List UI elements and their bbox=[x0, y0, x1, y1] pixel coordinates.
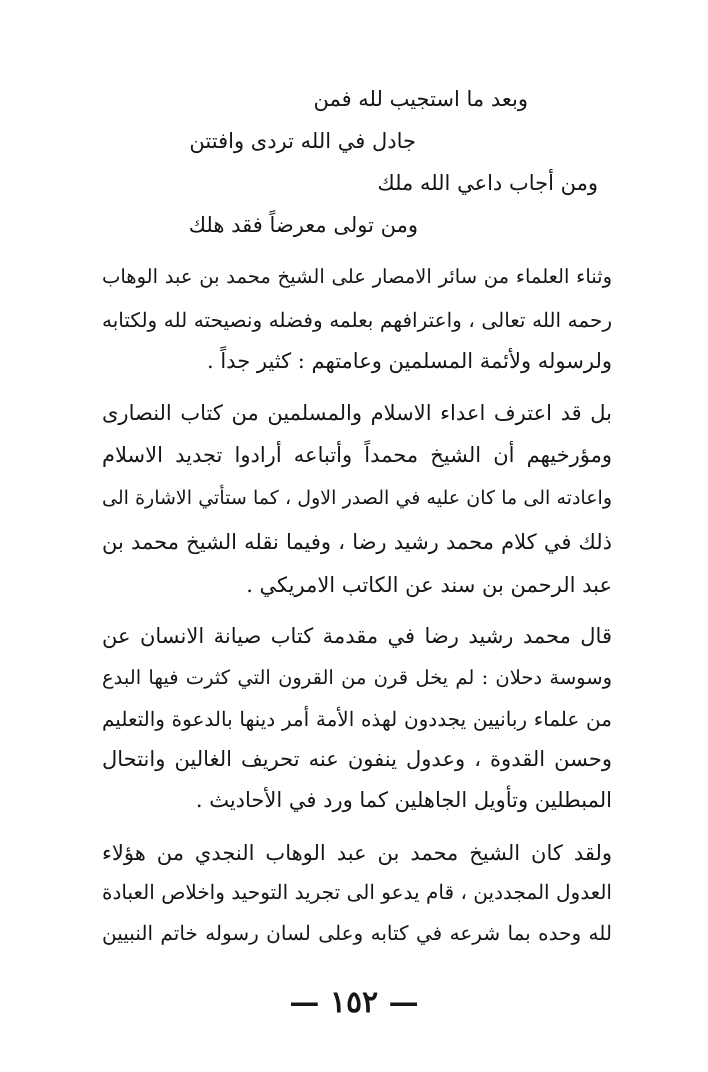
poem-line: ومن أجاب داعي الله ملك bbox=[377, 171, 598, 195]
paragraph-line: عبد الرحمن بن سند عن الكاتب الامريكي . bbox=[246, 573, 612, 597]
poem-line: جادل في الله تردى وافتتن bbox=[189, 129, 416, 153]
paragraph-line: العدول المجددين ، قام يدعو الى تجريد التوحيد واخلاص العبادة bbox=[102, 880, 612, 904]
paragraph-line: وحسن القدوة ، وعدول ينفون عنه تحريف الغالين وانتحال bbox=[102, 747, 612, 771]
paragraph-line: قال محمد رشيد رضا في مقدمة كتاب صيانة الانسان عن bbox=[102, 624, 612, 648]
paragraph-line: ذلك في كلام محمد رشيد رضا ، وفيما نقله الشيخ محمد بن bbox=[102, 530, 612, 554]
paragraph-line: من علماء ربانيين يجددون لهذه الأمة أمر دينها بالدعوة والتعليم bbox=[102, 707, 612, 731]
paragraph-line: ولرسوله ولأئمة المسلمين وعامتهم : كثير جداً . bbox=[207, 349, 612, 373]
paragraph-line: المبطلين وتأويل الجاهلين كما ورد في الأحاديث . bbox=[195, 788, 612, 812]
paragraph-line: لله وحده بما شرعه في كتابه وعلى لسان رسوله خاتم النبيين bbox=[102, 921, 612, 945]
paragraph-line: وثناء العلماء من سائر الامصار على الشيخ محمد بن عبد الوهاب bbox=[102, 265, 612, 288]
paragraph-line: ومؤرخيهم أن الشيخ محمداً وأتباعه أرادوا تجديد الاسلام bbox=[102, 443, 612, 467]
paragraph-line: رحمه الله تعالى ، واعترافهم بعلمه وفضله ونصيحته لله ولكتابه bbox=[102, 308, 612, 332]
paragraph-line: واعادته الى ما كان عليه في الصدر الاول ، كما ستأتي الاشارة الى bbox=[102, 487, 612, 509]
page-number: — ١٥٢ — bbox=[289, 985, 419, 1020]
paragraph-line: ولقد كان الشيخ محمد بن عبد الوهاب النجدي من هؤلاء bbox=[102, 841, 612, 865]
poem-line: وبعد ما استجيب لله فمن bbox=[313, 87, 528, 111]
paragraph-line: وسوسة دحلان : لم يخل قرن من القرون التي كثرت فيها البدع bbox=[102, 666, 612, 689]
paragraph-line: بل قد اعترف اعداء الاسلام والمسلمين من كتاب النصارى bbox=[102, 401, 612, 425]
poem-line: ومن تولى معرضاً فقد هلك bbox=[188, 213, 418, 237]
